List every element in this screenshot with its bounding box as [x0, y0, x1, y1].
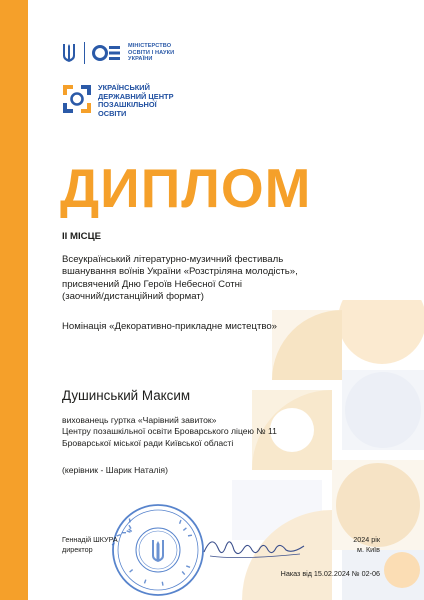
year: 2024 рік — [353, 535, 380, 544]
festival-line: Всеукраїнський літературно-музичний фестиваль — [62, 254, 284, 265]
ministry-name-line: ОСВІТИ І НАУКИ — [128, 49, 175, 56]
year-place-block — [342, 535, 380, 554]
pupil-info — [62, 415, 277, 449]
center-name-line: ДЕРЖАВНИЙ ЦЕНТР — [98, 91, 174, 101]
ministry-mark-icon — [92, 44, 122, 62]
center-logo — [62, 84, 174, 118]
diploma-title: ДИПЛОМ — [60, 157, 312, 219]
signature — [200, 528, 310, 564]
festival-line: (заочний/дистанційний формат) — [62, 291, 204, 303]
center-mark-icon — [62, 84, 92, 114]
pupil-info-line: Броварської міської ради Київської області — [62, 437, 234, 448]
center-name-line: УКРАЇНСЬКИЙ — [98, 83, 150, 92]
place-label: ІІ МІСЦЕ — [62, 231, 101, 242]
festival-description — [62, 254, 298, 304]
festival-line: вшанування воїнів України «Розстріляна молодість», — [62, 266, 298, 278]
pupil-info-line: вихованець гуртка «Чарівний завиток» — [62, 415, 217, 425]
nomination: Номінація «Декоративно-прикладне мистецтво» — [62, 321, 278, 332]
ministry-name-line: МІНІСТЕРСТВО — [128, 43, 172, 50]
signer-name: Геннадій ШКУРА — [62, 535, 118, 544]
logo-divider — [84, 42, 85, 64]
festival-line: присвячений Дню Героїв Небесної Сотні — [62, 278, 243, 290]
ministry-name — [128, 43, 174, 63]
city: м. Київ — [357, 544, 380, 554]
winner-name: Душинський Максим — [62, 388, 191, 403]
pupil-info-line: Центру позашкільної освіти Броварського ліцею № 11 — [62, 426, 277, 437]
order-reference: Наказ від 15.02.2024 № 02-06 — [280, 569, 380, 578]
signer-role: директор — [62, 544, 93, 554]
signer-block — [62, 535, 118, 554]
trident-icon — [62, 42, 76, 64]
center-name-line: ОСВІТИ — [98, 108, 127, 118]
official-stamp — [110, 502, 206, 598]
supervisor: (керівник - Шарик Наталія) — [62, 465, 168, 475]
center-name-line: ПОЗАШКІЛЬНОЇ — [98, 100, 157, 110]
center-name — [98, 84, 174, 118]
orange-side-bar — [0, 0, 28, 600]
ministry-name-line: УКРАЇНИ — [128, 56, 153, 63]
ministry-logo — [62, 40, 174, 66]
